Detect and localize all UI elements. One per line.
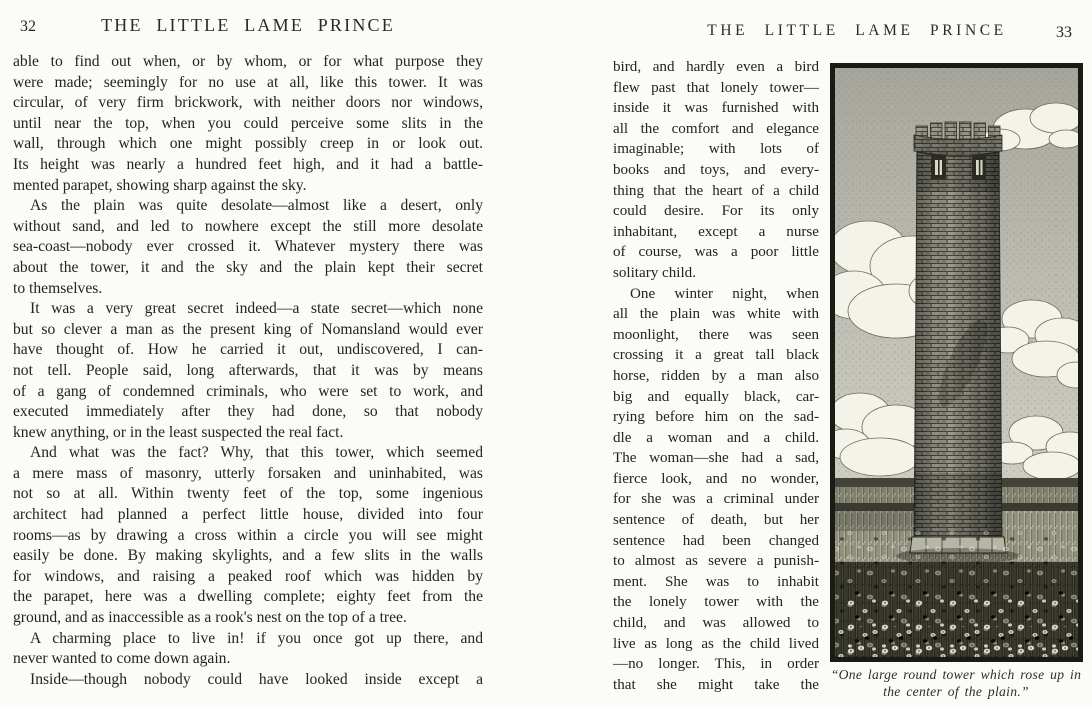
- meadow: [830, 531, 1083, 662]
- paragraph: [13, 443, 483, 628]
- text-line: thing that the heart of a child: [613, 182, 819, 199]
- paragraph: [13, 299, 483, 443]
- text-line: fierce look, and no wonder,: [613, 470, 819, 487]
- text-line: but so clever a man as the present king of Nomansland would ever: [13, 320, 483, 338]
- caption-line: “One large round tower which rose up in: [830, 667, 1082, 682]
- text-line: The woman—she had a sad,: [613, 450, 819, 467]
- text-line: dle a woman and a child.: [613, 429, 819, 446]
- tower-woodcut-svg: [830, 63, 1083, 662]
- text-line: to themselves.: [13, 279, 103, 297]
- paragraph: [613, 284, 819, 696]
- text-line: bird, and hardly even a bird: [613, 59, 819, 75]
- text-line: the parapet, here was a dwelling complete; eighty feet from the: [13, 588, 483, 606]
- text-line: not so at all. Within twenty feet of the top, some ingenious: [13, 485, 483, 503]
- text-line: crossing it a great tall black: [613, 347, 819, 364]
- tower-illustration: [830, 63, 1083, 662]
- text-line: And what was the fact? Why, that this tower, which seemed: [30, 444, 483, 462]
- text-line: not tell. People said, long afterwards, that it was by means: [13, 361, 483, 379]
- text-line: to almost as severe a punish-: [613, 553, 819, 570]
- illustration-caption: [820, 667, 1092, 700]
- text-line: all the comfort and elegance: [613, 120, 819, 137]
- text-line: that she might take the: [613, 676, 819, 693]
- paragraph: [13, 670, 483, 691]
- text-line: sea-coast—nobody ever crossed it. Whatever mystery there was: [13, 238, 483, 256]
- text-line: imaginable; with lots of: [613, 141, 819, 158]
- text-line: rying before him on the sad-: [613, 409, 819, 426]
- page-number-right: 33: [1056, 24, 1072, 41]
- text-line: Inside—though nobody could have looked inside except a: [30, 670, 483, 688]
- running-head-left: THE LITTLE LAME PRINCE: [101, 15, 395, 35]
- text-line: moonlight, there was seen: [613, 326, 819, 343]
- text-line: knew anything, or in the least suspected the real fact.: [13, 423, 344, 441]
- text-line: It was a very great secret indeed—a state secret—which none: [30, 300, 483, 318]
- caption-line: the center of the plain.”: [883, 683, 1029, 699]
- text-line: for she was a criminal under: [613, 491, 819, 508]
- text-line: wall, through which one might possibly creep in or look out.: [13, 135, 483, 153]
- text-line: circular, of very firm brickwork, with neither doors nor windows,: [13, 94, 483, 112]
- text-line: flew past that lonely tower—: [613, 79, 819, 96]
- text-line: Its height was nearly a hundred feet high, and it had a battle-: [13, 155, 483, 173]
- tower-base-shade: [915, 473, 1001, 539]
- paragraph: [613, 57, 819, 284]
- text-line: architect had planned a perfect little house, divided into four: [13, 506, 483, 524]
- paragraph: [13, 52, 483, 196]
- text-line: a mere mass of masonry, utterly forsaken and uninhabited, was: [13, 464, 483, 482]
- text-line: child, and was allowed to: [613, 615, 819, 632]
- text-line: —no longer. This, in order: [613, 656, 819, 673]
- page-number-left: 32: [20, 18, 36, 35]
- text-line: live as long as the child lived: [613, 635, 819, 652]
- text-block-right: [613, 57, 819, 695]
- text-block-left: [13, 52, 483, 690]
- text-line: books and toys, and every-: [613, 161, 819, 178]
- text-line: able to find out when, or by whom, or for what purpose they: [13, 53, 483, 70]
- text-line: have thought of. How he carried it out, undiscovered, I can-: [13, 341, 483, 359]
- text-line: could desire. For its only: [613, 203, 819, 220]
- paragraph: [13, 629, 483, 670]
- text-line: of course, was a poor little: [613, 244, 819, 261]
- text-line: As the plain was quite desolate—almost like a desert, only: [30, 197, 483, 215]
- text-line: sentence had been changed: [613, 532, 819, 549]
- text-line: One winter night, when: [630, 285, 819, 302]
- text-line: without sand, and led to nowhere except the still more desolate: [13, 217, 483, 235]
- text-line: inhabitant, except a nurse: [613, 223, 819, 240]
- text-line: mented parapet, showing sharp against the sky.: [13, 176, 307, 194]
- text-line: until near the top, when you could perceive some slits in the: [13, 114, 483, 132]
- text-line: A charming place to live in! if you once got up there, and: [30, 629, 483, 647]
- text-line: ment. She was to inhabit: [613, 573, 819, 590]
- text-line: easily be done. By making skylights, and a few slits in the walls: [13, 547, 483, 565]
- text-line: horse, ridden by a man also: [613, 367, 819, 384]
- running-head-right: THE LITTLE LAME PRINCE: [707, 22, 1007, 39]
- text-line: big and equally black, car-: [613, 388, 819, 405]
- text-line: rooms—as by drawing a cross within a circle you will see might: [13, 526, 483, 544]
- text-line: were made; seemingly for no use at all, like this tower. It was: [13, 73, 483, 91]
- text-line: inside it was furnished with: [613, 100, 819, 117]
- text-line: sentence of death, but her: [613, 512, 819, 529]
- text-line: ground, and as inaccessible as a rook's nest on the top of a tree.: [13, 609, 407, 627]
- text-line: for windows, and raising a peaked roof which was hidden by: [13, 567, 483, 585]
- text-line: all the plain was white with: [613, 306, 819, 323]
- text-line: about the tower, it and the sky and the plain kept their secret: [13, 258, 483, 276]
- text-line: never wanted to come down again.: [13, 650, 231, 668]
- tower-window-right: [972, 155, 986, 179]
- text-line: solitary child.: [613, 264, 697, 281]
- text-line: executed immediately after they had done, so that nobody: [13, 403, 483, 421]
- paragraph: [13, 196, 483, 299]
- text-line: the lonely tower with the: [613, 594, 819, 611]
- text-line: of a gang of condemned criminals, who were set to work, and: [13, 382, 483, 400]
- tower-top-shade: [916, 152, 1000, 192]
- tower-window-left: [931, 155, 946, 179]
